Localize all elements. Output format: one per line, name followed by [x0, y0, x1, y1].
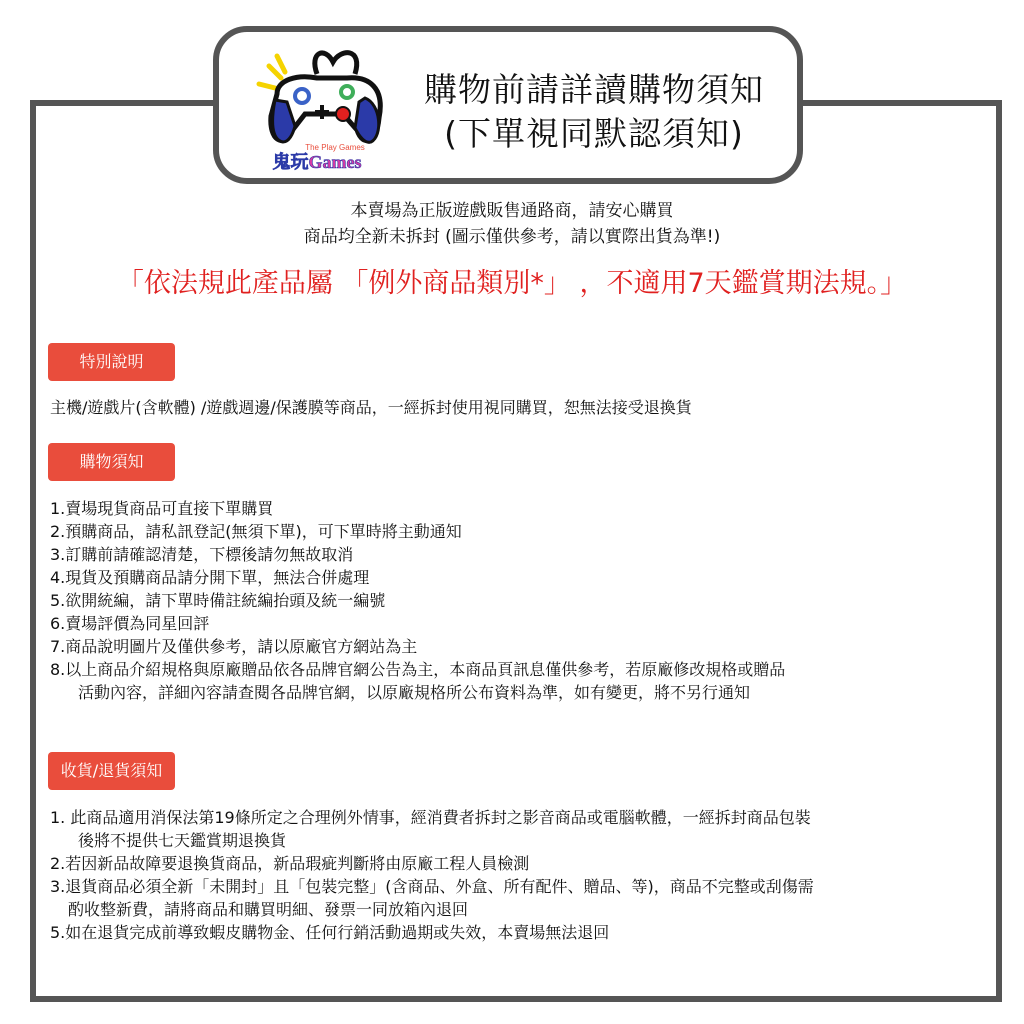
- section-label-special: 特別說明: [48, 343, 175, 381]
- title-line-1: 購物前請詳讀購物須知: [424, 70, 764, 109]
- logo-text: 鬼玩Games: [272, 152, 362, 172]
- list-item: 1. 此商品適用消保法第19條所定之合理例外情事，經消費者拆封之影音商品或電腦軟體，一經拆封商品包裝: [50, 808, 811, 827]
- intro-line-2: 商品均全新未拆封 (圖示僅供參考，請以實際出貨為準!): [303, 227, 721, 247]
- list-item: 7.商品說明圖片及僅供參考，請以原廠官方網站為主: [50, 637, 418, 656]
- list-item: 2.若因新品故障要退換貨商品，新品瑕疵判斷將由原廠工程人員檢測: [50, 854, 530, 873]
- list-item: 5.如在退貨完成前導致蝦皮購物金、任何行銷活動過期或失效，本賣場無法退回: [50, 923, 610, 942]
- header-banner: [213, 26, 803, 184]
- list-item: 8.以上商品介紹規格與原廠贈品依各品牌官網公告為主，本商品頁訊息僅供參考，若原廠修改規格或贈品: [50, 660, 786, 679]
- game-controller-logo: [247, 44, 387, 172]
- list-item: 5.欲開統編，請下單時備註統編抬頭及統一編號: [50, 591, 386, 610]
- list-item: 6.賣場評價為同星回評: [50, 614, 210, 633]
- list-item: 4.現貨及預購商品請分開下單，無法合併處理: [50, 568, 370, 587]
- list-item: 1.賣場現貨商品可直接下單購買: [50, 499, 274, 518]
- intro-line-1: 本賣場為正版遊戲販售通路商，請安心購買: [350, 201, 674, 221]
- title-line-2: (下單視同默認須知): [444, 114, 744, 153]
- list-item: 2.預購商品，請私訊登記(無須下單)，可下單時將主動通知: [50, 522, 462, 541]
- special-text: 主機/遊戲片(含軟體) /遊戲週邊/保護膜等商品，一經拆封使用視同購買，恕無法接受退換貨: [50, 398, 692, 417]
- page-title: [394, 68, 794, 156]
- list-item-continuation: 後將不提供七天鑑賞期退換貨: [78, 831, 287, 850]
- list-item-continuation: 活動內容，詳細內容請查閱各品牌官網，以原廠規格所公布資料為準，如有變更，將不另行通知: [78, 683, 751, 702]
- list-item: 3.訂購前請確認清楚，下標後請勿無故取消: [50, 545, 354, 564]
- list-item: 3.退貨商品必須全新「未開封」且「包裝完整」(含商品、外盒、所有配件、贈品、等)，商品不完整或刮傷需: [50, 877, 814, 896]
- section-label-shopping: 購物須知: [48, 443, 175, 481]
- list-item-continuation: 酌收整新費，請將商品和購買明細、發票一同放箱內退回: [68, 900, 469, 919]
- seven-day-exception-notice: 「依法規此產品屬 「例外商品類別*」 ，不適用7天鑑賞期法規。」: [116, 268, 908, 299]
- section-label-returns: 收貨/退貨須知: [48, 752, 175, 790]
- logo-subtext: The Play Games: [305, 143, 365, 152]
